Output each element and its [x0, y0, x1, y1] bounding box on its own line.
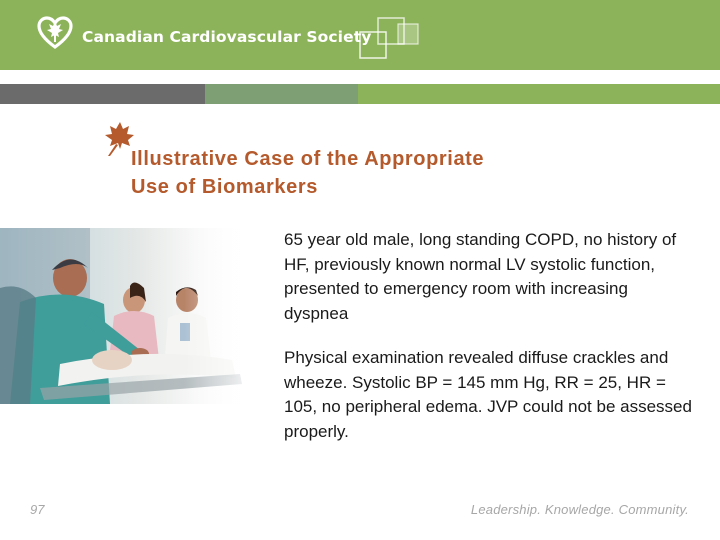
- slide-title: [131, 145, 484, 201]
- page-number: 97: [30, 502, 45, 517]
- emergency-room-photo: [0, 228, 263, 404]
- case-paragraph-history: 65 year old male, long standing COPD, no history of HF, previously known normal LV systolic function, presented to emergency room with increasing dyspnea: [284, 230, 677, 323]
- footer-tagline: Leadership. Knowledge. Community.: [470, 502, 689, 517]
- header-band-mid: [205, 84, 358, 104]
- heart-logo-icon: [36, 14, 74, 52]
- header-band-light: [358, 84, 720, 104]
- header-band-dark: [0, 84, 205, 104]
- squares-decoration-icon: [358, 14, 426, 64]
- title-line-1: Illustrative Case of the Appropriate: [131, 148, 485, 170]
- header-bar: [0, 0, 720, 70]
- title-line-2: Use of Biomarkers: [131, 176, 318, 198]
- case-paragraph-exam: Physical examination revealed diffuse crackles and wheeze. Systolic BP = 145 mm Hg, RR = 25, HR = 105, no peripheral edema. JVP could not be assessed properly.: [284, 348, 692, 441]
- org-name: Canadian Cardiovascular Society: [82, 28, 372, 46]
